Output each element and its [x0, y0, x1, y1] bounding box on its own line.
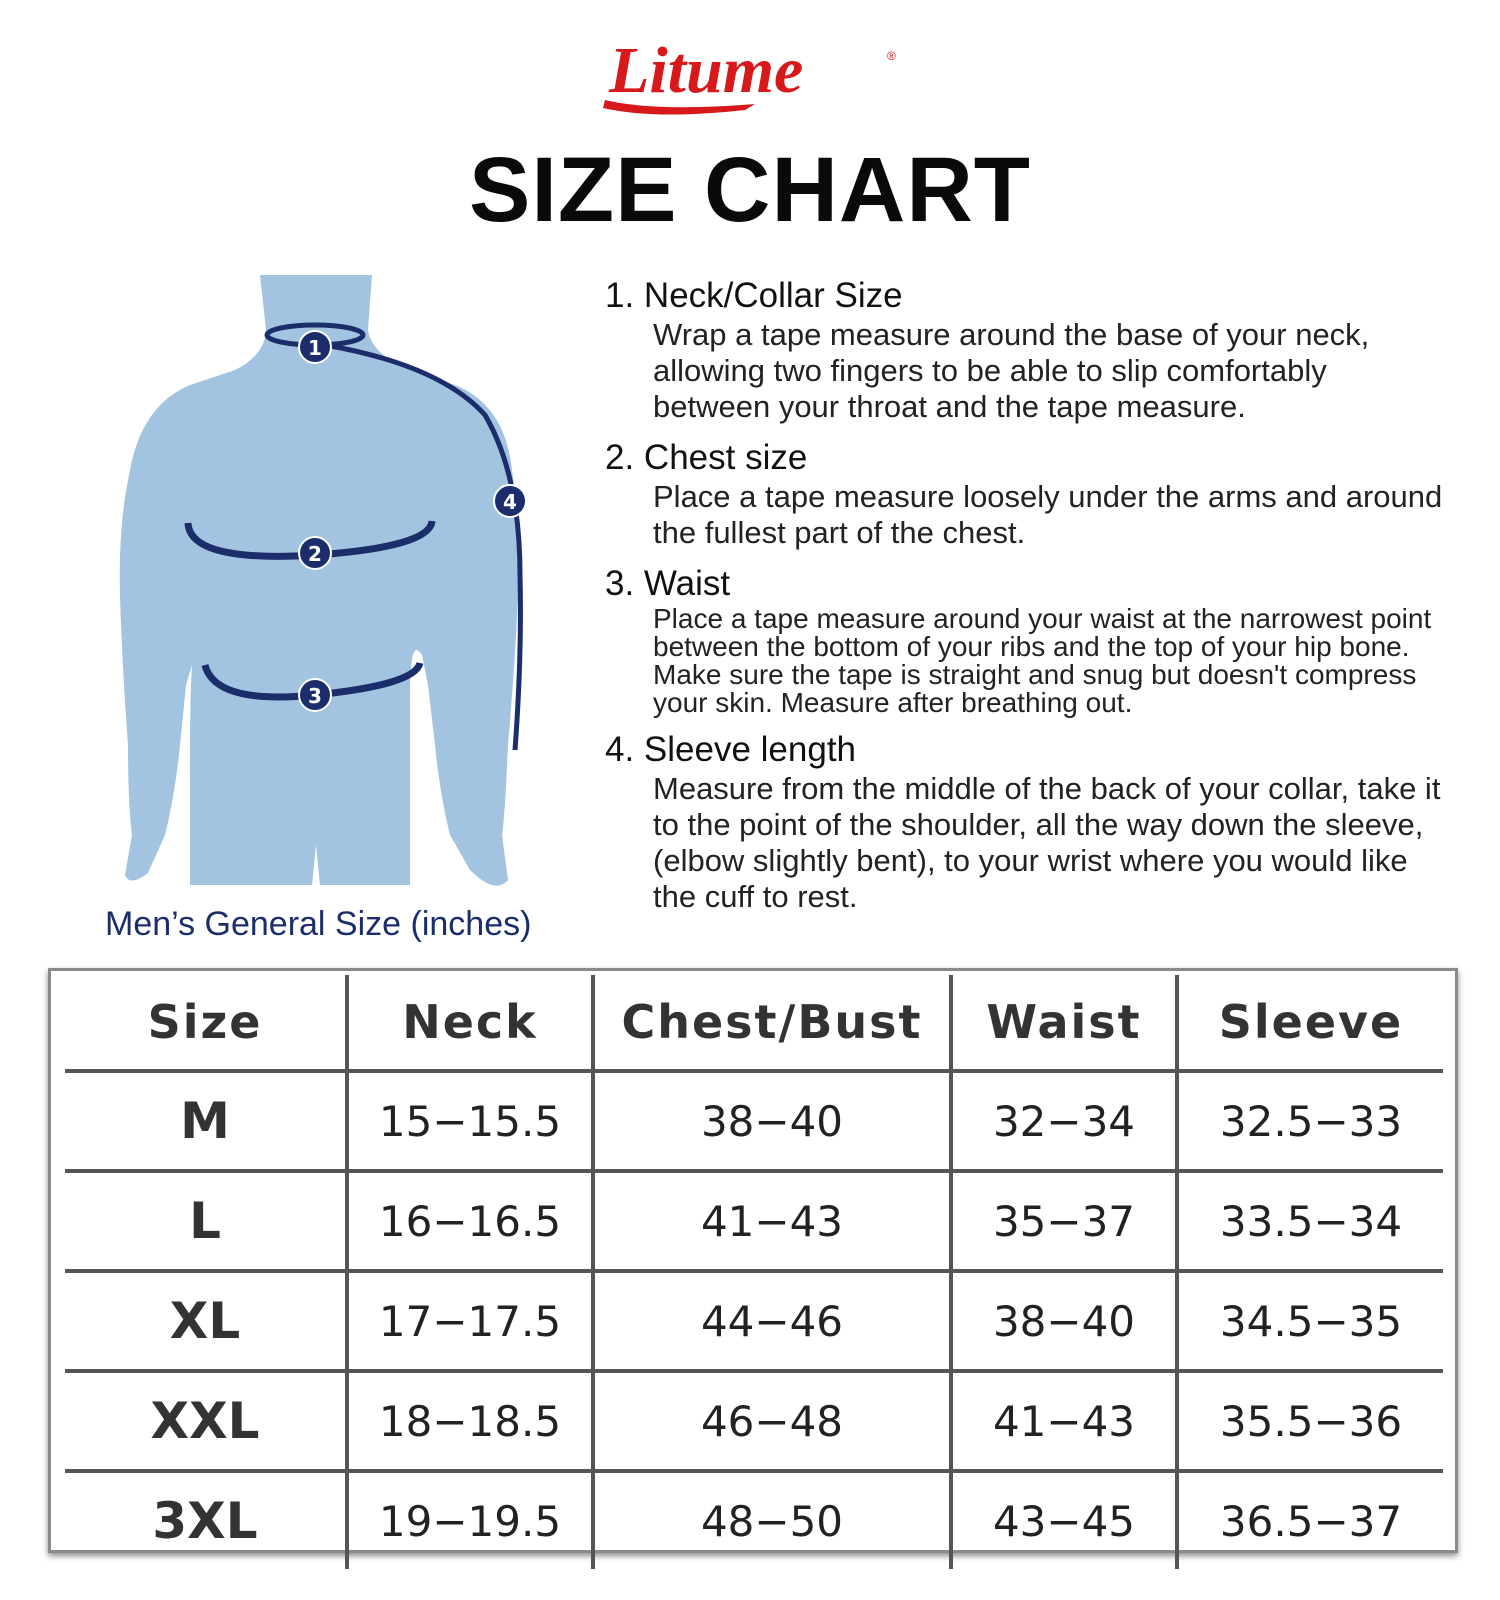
registered-mark: ® — [887, 49, 896, 63]
measurement-instructions — [605, 275, 1445, 927]
header-size: Size — [65, 975, 347, 1071]
instruction-chest — [605, 437, 1445, 551]
header-chest: Chest/Bust — [593, 975, 951, 1071]
instruction-heading: 4. Sleeve length — [605, 730, 857, 769]
instruction-body: Measure from the middle of the back of your collar, take it to the point of the shoulder, all the way down the sleeve, (elbow slightly bent), to your wrist where you would like the cuff to rest. — [653, 771, 1441, 914]
logo-letter-l: Litume — [609, 34, 804, 107]
waist-cell: 43−45 — [951, 1471, 1177, 1569]
size-cell: 3XL — [152, 1492, 258, 1550]
instruction-waist — [605, 563, 1445, 717]
instruction-heading: 1. Neck/Collar Size — [605, 276, 903, 315]
instruction-heading: 2. Chest size — [605, 438, 808, 477]
table-row — [65, 1171, 1443, 1271]
waist-cell: 32−34 — [951, 1071, 1177, 1171]
marker-2 — [299, 537, 331, 569]
marker-3 — [299, 679, 331, 711]
chest-cell: 46−48 — [593, 1371, 951, 1471]
brand-logo — [595, 30, 915, 120]
size-table-frame — [48, 968, 1458, 1553]
chest-cell: 48−50 — [593, 1471, 951, 1569]
sleeve-cell: 36.5−37 — [1177, 1471, 1443, 1569]
marker-4 — [494, 485, 526, 517]
waist-cell: 35−37 — [951, 1171, 1177, 1271]
sleeve-cell: 35.5−36 — [1177, 1371, 1443, 1471]
svg-text:3: 3 — [308, 684, 322, 708]
marker-1 — [299, 331, 331, 363]
instruction-neck — [605, 275, 1445, 425]
table-row — [65, 1371, 1443, 1471]
svg-text:2: 2 — [308, 542, 322, 566]
instruction-body: Wrap a tape measure around the base of your neck, allowing two fingers to be able to slip comfortably between your throat and the tape measure. — [653, 317, 1370, 424]
sleeve-cell: 33.5−34 — [1177, 1171, 1443, 1271]
waist-cell: 41−43 — [951, 1371, 1177, 1471]
neck-cell: 19−19.5 — [347, 1471, 593, 1569]
body-measurement-figure — [110, 275, 570, 915]
instruction-body: Place a tape measure around your waist at the narrowest point between the bottom of your ribs and the top of your hip bone. Make sure the tape is straight and snug but doesn't compress your skin. Measure after breathing out. — [653, 603, 1432, 718]
instruction-body: Place a tape measure loosely under the arms and around the fullest part of the chest. — [653, 479, 1443, 550]
chest-cell: 41−43 — [593, 1171, 951, 1271]
header-neck: Neck — [347, 975, 593, 1071]
size-cell: M — [65, 1071, 347, 1171]
table-header-row — [65, 975, 1443, 1071]
table-row — [65, 1071, 1443, 1171]
size-cell: XXL — [65, 1371, 347, 1471]
size-cell: XL — [65, 1271, 347, 1371]
litume-logo-graphic — [595, 30, 915, 120]
table-row — [65, 1271, 1443, 1371]
header-waist: Waist — [951, 975, 1177, 1071]
instruction-heading: 3. Waist — [605, 564, 731, 603]
neck-cell: 16−16.5 — [347, 1171, 593, 1271]
neck-cell: 17−17.5 — [347, 1271, 593, 1371]
size-cell: L — [65, 1171, 347, 1271]
svg-text:1: 1 — [308, 336, 322, 360]
neck-cell: 15−15.5 — [347, 1071, 593, 1171]
table-row — [65, 1471, 1443, 1569]
sleeve-cell: 34.5−35 — [1177, 1271, 1443, 1371]
figure-caption: Men’s General Size (inches) — [105, 905, 532, 943]
size-table — [65, 975, 1443, 1569]
page-title: SIZE CHART — [469, 139, 1031, 241]
chest-cell: 44−46 — [593, 1271, 951, 1371]
header-sleeve: Sleeve — [1177, 975, 1443, 1071]
instruction-sleeve — [605, 729, 1445, 915]
sleeve-cell: 32.5−33 — [1177, 1071, 1443, 1171]
chest-cell: 38−40 — [593, 1071, 951, 1171]
svg-text:4: 4 — [503, 490, 517, 514]
body-silhouette — [120, 275, 519, 886]
waist-cell: 38−40 — [951, 1271, 1177, 1371]
neck-cell: 18−18.5 — [347, 1371, 593, 1471]
